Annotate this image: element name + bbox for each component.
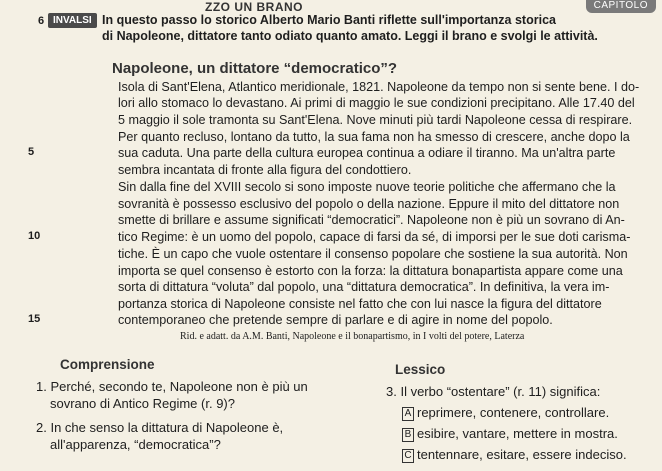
passage-line: sembra incantata di fronte alla figura del condottiero. bbox=[118, 163, 412, 177]
question-1-line-2: sovrano di Antico Regime (r. 9)? bbox=[50, 396, 235, 411]
line-number: 15 bbox=[28, 313, 41, 325]
section-header: ZZO UN BRANO bbox=[205, 0, 303, 14]
question-3: 3. Il verbo “ostentare” (r. 11) significa: bbox=[386, 384, 601, 399]
question-2-line-1: 2. In che senso la dittatura di Napoleone è, bbox=[36, 420, 284, 435]
source-citation: Rid. e adatt. da A.M. Banti, Napoleone e il bonapartismo, in I volti del potere, Laterza bbox=[180, 331, 525, 342]
passage-line: sovranità è possesso esclusivo del popolo o della nazione. Eppure il mito del dittatore non bbox=[118, 197, 620, 211]
lessico-heading: Lessico bbox=[395, 362, 446, 377]
passage-line: Isola di Sant'Elena, Atlantico meridionale, 1821. Napoleone da tempo non si sente bene. I do- bbox=[118, 80, 640, 94]
comprensione-heading: Comprensione bbox=[60, 357, 155, 372]
option-text: reprimere, contenere, controllare. bbox=[417, 405, 610, 420]
passage-line: sorta di dittatura “voluta” dal popolo, una “dittatura democratica”. In definitiva, la vera im- bbox=[118, 280, 610, 294]
line-number: 10 bbox=[28, 230, 41, 242]
question-2-line-2: all'apparenza, “democratica”? bbox=[50, 437, 221, 452]
option-a[interactable] bbox=[402, 405, 609, 421]
chapter-badge: CAPITOLO bbox=[586, 0, 656, 13]
option-text: esibire, vantare, mettere in mostra. bbox=[417, 426, 618, 441]
question-1-line-1: 1. Perché, secondo te, Napoleone non è più un bbox=[36, 379, 308, 394]
passage-line: tico Regime: è un uomo del popolo, capace di farsi da sé, di imporsi per le sue doti carisma- bbox=[118, 230, 631, 244]
option-letter-box: A bbox=[402, 407, 414, 421]
passage-line: 5 maggio il sole tramonta su Sant'Elena. Nove minuti più tardi Napoleone cessa di respirare. bbox=[118, 113, 633, 127]
invalsi-badge: INVALSI bbox=[48, 13, 97, 28]
passage-line: Per quanto recluso, lontano da tutto, la sua fama non ha smesso di crescere, anche dopo la bbox=[118, 130, 630, 144]
passage-line: tiche. È un capo che vuole ostentare il consenso popolare che sostiene la sua autorità. Non bbox=[118, 247, 628, 261]
passage-title: Napoleone, un dittatore “democratico”? bbox=[112, 60, 398, 77]
option-letter-box: C bbox=[402, 449, 414, 463]
passage-line: lori allo stomaco lo devastano. Ai primi di maggio le sue condizioni precipitano. Alle 17.40 del bbox=[118, 96, 635, 110]
passage-line: portanza storica di Napoleone consiste nel fatto che con lui nasce la figura del dittatore bbox=[118, 297, 602, 311]
passage-line: sua caduta. Una parte della cultura europea continua a odiare il tiranno. Ma un'altra parte bbox=[118, 146, 616, 160]
passage-line: Sin dalla fine del XVIII secolo si sono imposte nuove teorie politiche che affermano che la bbox=[118, 180, 616, 194]
passage-line: contemporaneo che pretende sempre di parlare e di agire in nome del popolo. bbox=[118, 313, 553, 327]
exercise-instructions-line-2: di Napoleone, dittatore tanto odiato quanto amato. Leggi il brano e svolgi le attività. bbox=[102, 29, 598, 43]
option-b[interactable] bbox=[402, 426, 618, 442]
exercise-instructions-line-1: In questo passo lo storico Alberto Mario Banti riflette sull'importanza storica bbox=[102, 13, 556, 27]
option-letter-box: B bbox=[402, 428, 414, 442]
exercise-number: 6 bbox=[38, 15, 45, 27]
option-text: tentennare, esitare, essere indeciso. bbox=[417, 447, 627, 462]
line-number: 5 bbox=[28, 146, 35, 158]
passage-line: smette di brillare e assume significati “democratici”. Napoleone non è più un sovrano di An- bbox=[118, 213, 625, 227]
passage-line: importa se quel consenso è estorto con la forza: la dittatura bonapartista appare come una bbox=[118, 264, 623, 278]
option-c[interactable] bbox=[402, 447, 627, 463]
